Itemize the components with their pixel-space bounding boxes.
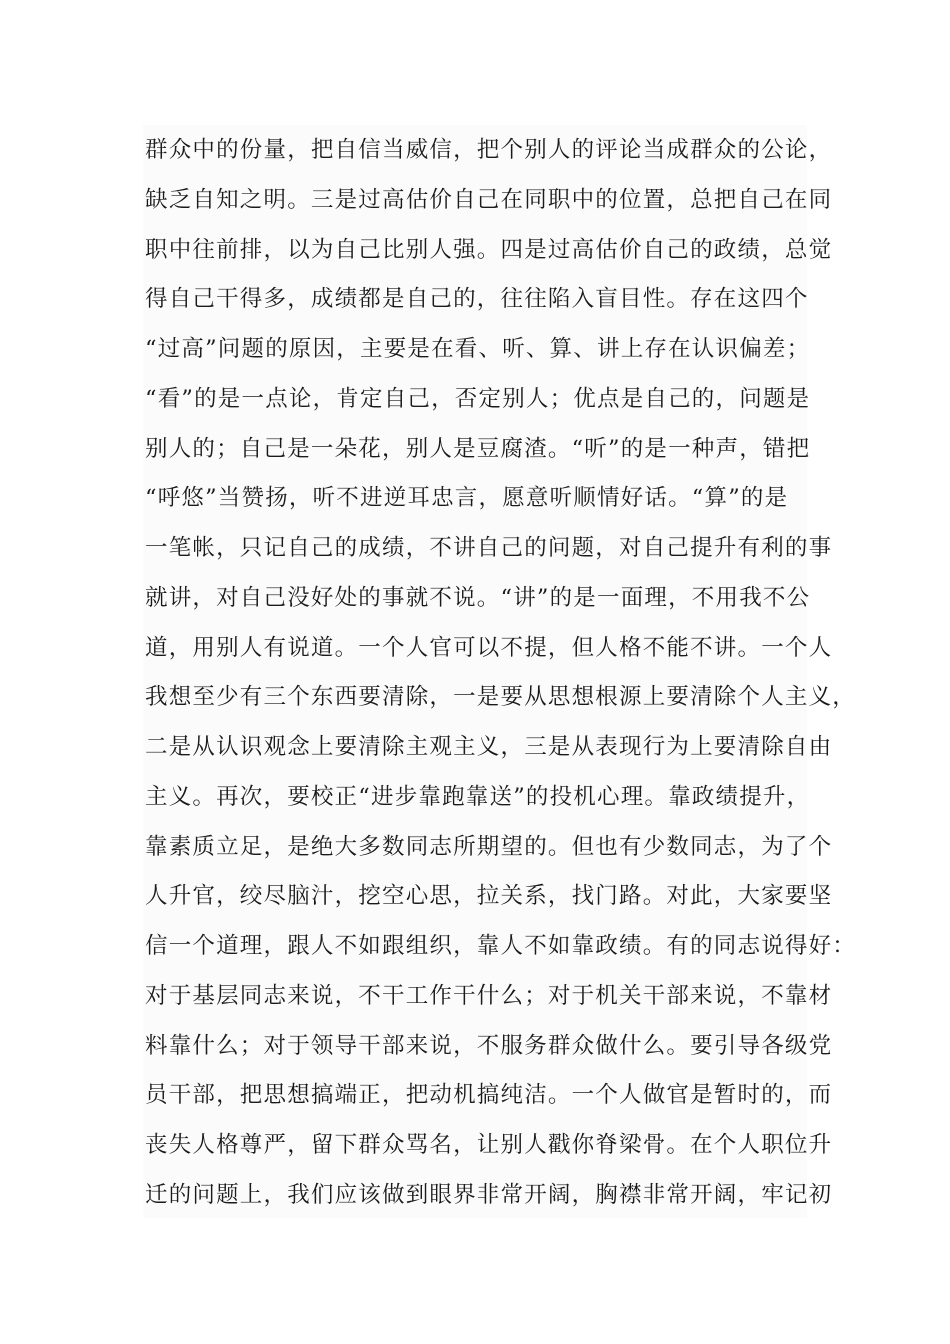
text-line-19: 料靠什么；对于领导干部来说，不服务群众做什么。要引导各级党 <box>145 1033 833 1059</box>
text-line-1: 群众中的份量，把自信当威信，把个别人的评论当成群众的公论， <box>145 137 833 163</box>
text-line-3: 职中往前排，以为自己比别人强。四是过高估价自己的政绩，总觉 <box>145 237 833 263</box>
text-line-10: 就讲，对自己没好处的事就不说。“讲”的是一面理，不用我不公 <box>145 585 811 611</box>
text-line-15: 靠素质立足，是绝大多数同志所期望的。但也有少数同志，为了个 <box>145 834 833 860</box>
text-line-4: 得自己干得多，成绩都是自己的，往往陷入盲目性。存在这四个 <box>145 286 809 312</box>
text-line-5: “过高”问题的原因，主要是在看、听、算、讲上存在认识偏差； <box>145 336 811 362</box>
text-line-6: “看”的是一点论，肯定自己，否定别人；优点是自己的，问题是 <box>145 386 811 412</box>
text-line-2: 缺乏自知之明。三是过高估价自己在同职中的位置，总把自己在同 <box>145 187 833 213</box>
text-line-8: “呼悠”当赞扬，听不进逆耳忠言，愿意听顺情好话。“算”的是 <box>145 485 789 511</box>
text-line-12: 我想至少有三个东西要清除，一是要从思想根源上要清除个人主义， <box>145 684 857 710</box>
text-line-13: 二是从认识观念上要清除主观主义，三是从表现行为上要清除自由 <box>145 734 833 760</box>
text-line-21: 丧失人格尊严，留下群众骂名，让别人戳你脊梁骨。在个人职位升 <box>145 1132 833 1158</box>
text-line-11: 道，用别人有说道。一个人官可以不提，但人格不能不讲。一个人 <box>145 635 833 661</box>
text-line-20: 员干部，把思想搞端正，把动机搞纯洁。一个人做官是暂时的，而 <box>145 1082 833 1108</box>
text-line-18: 对于基层同志来说，不干工作干什么；对于机关干部来说，不靠材 <box>145 983 833 1009</box>
text-line-17: 信一个道理，跟人不如跟组织，靠人不如靠政绩。有的同志说得好： <box>145 933 857 959</box>
text-line-9: 一笔帐，只记自己的成绩，不讲自己的问题，对自己提升有利的事 <box>145 535 833 561</box>
text-line-7: 别人的；自己是一朵花，别人是豆腐渣。“听”的是一种声，错把 <box>145 436 811 462</box>
text-line-14: 主义。再次，要校正“进步靠跑靠送”的投机心理。靠政绩提升， <box>145 784 811 810</box>
text-line-22: 迁的问题上，我们应该做到眼界非常开阔，胸襟非常开阔，牢记初 <box>145 1182 833 1208</box>
text-line-16: 人升官，绞尽脑汁，挖空心思，拉关系，找门路。对此，大家要坚 <box>145 883 833 909</box>
